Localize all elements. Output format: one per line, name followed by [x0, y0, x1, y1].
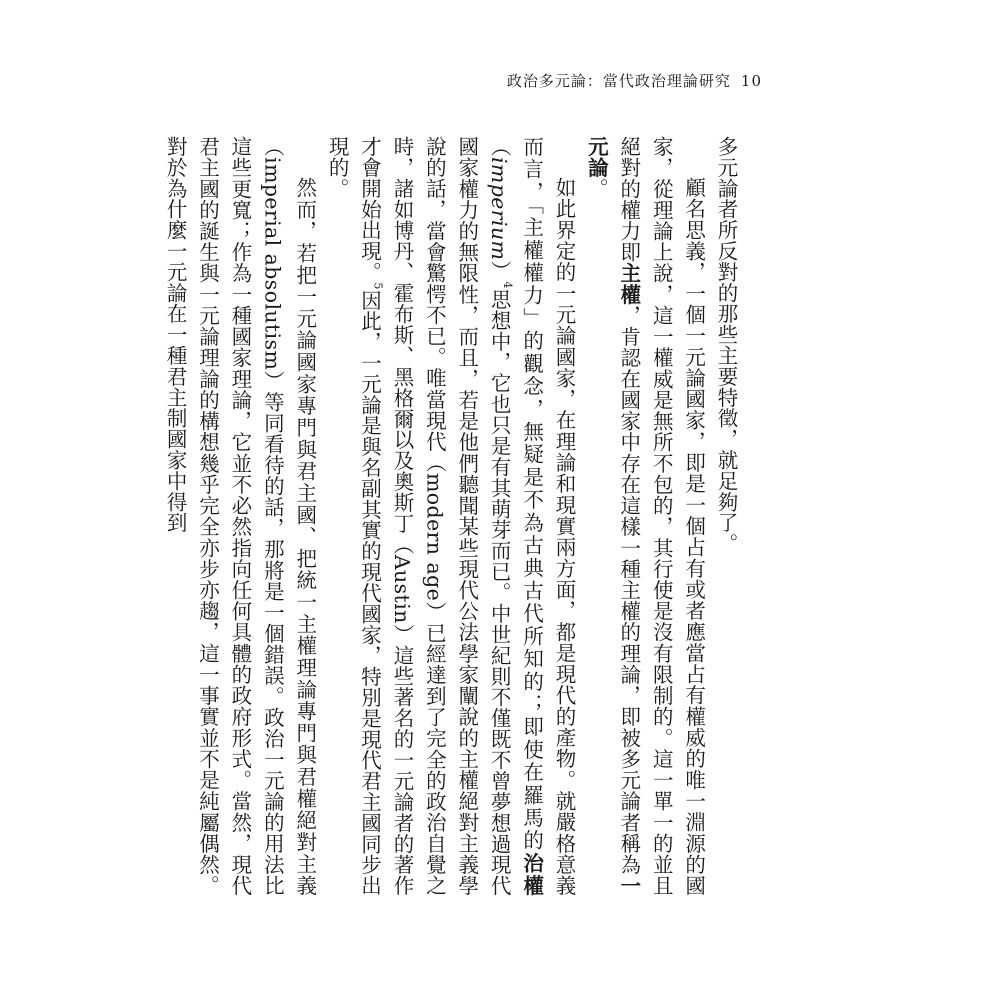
paragraph: [710, 136, 742, 896]
paragraph: [159, 136, 321, 896]
text-run: 思想中，它也只是有其萌芽而已。中世紀則不僅既不曾夢想過現代國家權力的無限性，而且，若是他們聽聞某些現代公法學家闡說的主權絕對主義學說的話，當會驚愕不已。唯當現代（modern age）已經達到了完全的政治自覺之時，諸如博丹、霍布斯、黑格爾以及奧斯丁（Austin）這些著名的一元論者的著作才會開始出現。: [357, 136, 512, 897]
italic-term: imperium: [487, 156, 512, 261]
running-header: [507, 70, 762, 91]
text-run: （: [487, 136, 512, 157]
text-run: 顧名思義，一個一元論國家，即是一個占有或者應當占有權威的唯一淵源的國家，從理論上說，這一權威是無所不包的，其行使是沒有限制的。這一單一的並且絕對的權力即: [616, 136, 706, 896]
footnote-marker: 5: [371, 282, 385, 290]
text-run: 多元論者所反對的那些主要特徵，就足夠了。: [714, 136, 738, 554]
bold-term: 一元論: [584, 136, 641, 896]
text-run: 因此，一元論是與名副其實的現代國家，特別是現代君主國同步出現的。: [325, 136, 382, 896]
text-run: ）: [487, 260, 512, 282]
footnote-marker: 4: [500, 281, 514, 289]
text-run: 然而，若把一元論國家專門與君主國、把統一主權理論專門與君權絕對主義（imperial absolutism）等同看待的話，那將是一個錯誤。政治一元論的用法比這些更寬；作為一種國家理論，它並不必然指向任何具體的政府形式。當然，現代君主國的誕生與一元論理論的構想幾乎完全亦步亦趨，這一事實並不是純屬偶然。對於為什麼一元論在一種君主制國家中得到: [163, 136, 317, 896]
bold-term: 治權: [519, 852, 544, 896]
bold-term: 主權: [616, 262, 641, 305]
body-text: [163, 136, 742, 897]
text-run: 。: [584, 177, 609, 199]
page-number: 10: [740, 72, 762, 90]
paragraph: [321, 136, 580, 896]
book-title: 政治多元論：當代政治理論研究: [506, 72, 731, 90]
text-run: 如此界定的一元論國家，在理論和現實兩方面，都是現代的產物。就嚴格意義而言，「主權權力」的觀念，無疑是不為古典古代所知的；即使在羅馬的: [519, 136, 576, 896]
text-run: ，肯認在國家中存在這樣一種主權的理論，即被多元論者稱為: [616, 304, 641, 876]
paragraph: [580, 136, 710, 896]
